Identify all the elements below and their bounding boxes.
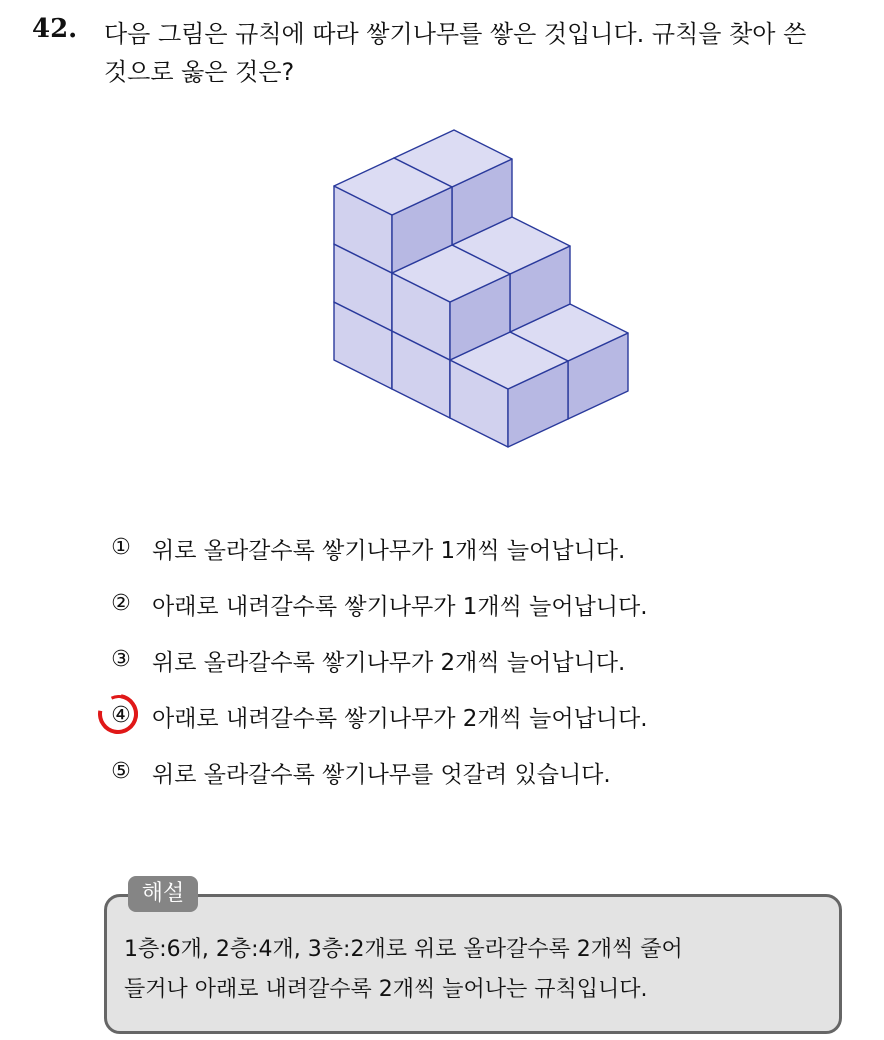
choice-2-text: 아래로 내려갈수록 쌓기나무가 1개씩 늘어납니다. [152,593,648,620]
choice-4-text: 아래로 내려갈수록 쌓기나무가 2개씩 늘어납니다. [152,705,648,732]
choice-3[interactable] [106,642,625,678]
question-number: 42. [32,14,78,44]
choice-5-number: ⑤ [111,759,131,784]
choice-2[interactable] [106,586,648,622]
choice-4-number [106,701,136,731]
cube-group [334,130,628,447]
answer-mark-stroke-icon [95,690,144,739]
choice-3-number: ③ [111,647,131,672]
choice-4[interactable] [106,698,648,734]
explanation-label: 해설 [128,876,198,912]
explanation-line1: 1층:6개, 2층:4개, 3층:2개로 위로 올라갈수록 2개씩 줄어 [124,937,683,962]
explanation-line2: 들거나 아래로 내려갈수록 2개씩 늘어나는 규칙입니다. [124,977,648,1002]
choice-1-text: 위로 올라갈수록 쌓기나무가 1개씩 늘어납니다. [152,537,626,564]
question-text-line1: 다음 그림은 규칙에 따라 쌓기나무를 쌓은 것입니다. 규칙을 찾아 쓴 [104,20,807,48]
choice-3-text: 위로 올라갈수록 쌓기나무가 2개씩 늘어납니다. [152,649,626,676]
choice-2-number: ② [111,591,131,616]
choice-5-text: 위로 올라갈수록 쌓기나무를 엇갈려 있습니다. [152,761,611,788]
question-text-line2: 것으로 옳은 것은? [104,58,295,86]
choice-1[interactable] [106,530,625,566]
choice-5[interactable] [106,754,611,790]
explanation-box [104,894,842,1034]
choice-4-number-glyph: ④ [111,703,131,728]
choice-1-number: ① [111,535,131,560]
stacked-cubes-figure [300,100,660,460]
